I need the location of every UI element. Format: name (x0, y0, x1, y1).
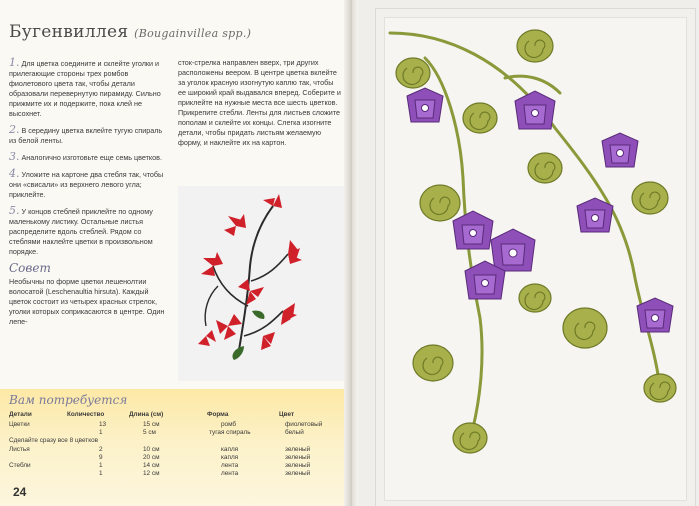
page-title (9, 22, 251, 42)
instructions-column-left (9, 58, 169, 333)
red-flower-photo (178, 186, 346, 381)
header-shape: Форма (207, 410, 229, 418)
header-length: Длина (см) (129, 410, 164, 418)
advice-title: Совет (9, 261, 51, 275)
table-row: Сделайте сразу все 8 цветков (9, 437, 99, 445)
step-5: 5. У концов стеблей приклейте по одному маленькому листику. Остальные листья распределите вдоль стеблей. Рядом со стеблями наклейте цветки в произвольном порядке. (9, 204, 153, 256)
advice-continued: сток-стрелка направлен вверх, три других расположены веером. В центре цветка вклейте за уголок красную изогнутую каплю так, чтобы ее широкий край выдавался вперед. Соберите и приклейте на нужные места все шесть цветков. Прикрепите стебли. Ленты для листьев сложите пополам и склейте их концы. Слегка изогните детали, чтобы придать листьям желаемую форму, и наклейте их на картон. (178, 58, 341, 147)
instructions-column-right (178, 58, 343, 154)
bougainvillea-quilling-illustration (385, 18, 686, 500)
step-4: 4. Уложите на картоне два стебля так, чтобы они «свисали» из верхнего левого угла; приклейте. (9, 167, 164, 199)
table-header-row (9, 409, 339, 420)
table-row: 9 20 см капля зеленый (99, 453, 311, 461)
table-row: Листья 2 10 см капля зеленый (9, 445, 311, 453)
table-row: 1 5 см тугая спираль белый (99, 428, 304, 436)
header-color: Цвет (279, 410, 295, 418)
materials-title: Вам потребуется (9, 393, 128, 407)
advice-text: Необычны по форме цветки лешенолтии волосатой (Leschenaultia hirsuta). Каждый цветок состоит из четырех красных стрелок, уголки которых соприкасаются в центре. Один лепе- (9, 277, 165, 326)
quilling-card-photo (385, 18, 686, 500)
header-quantity: Количество (67, 410, 105, 418)
step-3: 3. Аналогично изготовьте еще семь цветков. (9, 150, 162, 163)
page-number: 24 (13, 485, 27, 499)
step-2: 2. В середину цветка вклейте тугую спираль из белой ленты. (9, 123, 163, 145)
table-row: Стебли 1 14 см лента зеленый (9, 462, 311, 470)
materials-table (9, 409, 339, 478)
materials-panel (0, 389, 350, 506)
title-latin: (Bougainvillea spp.) (134, 27, 252, 40)
header-parts: Детали (9, 410, 32, 418)
title-russian: Бугенвиллея (9, 22, 129, 42)
step-1: 1. Для цветка соедините и склейте уголки и прилегающие стороны трех ромбов фиолетового цвета так, чтобы детали образовали перевернутую пирамиду. Сильно прижмите их и подержите, пока клей не высохнет. (9, 56, 161, 118)
table-row: 1 12 см лента зеленый (99, 470, 311, 478)
table-row: Цветки 13 15 см ромб фиолетовый (9, 420, 323, 428)
book-gutter (344, 0, 358, 506)
